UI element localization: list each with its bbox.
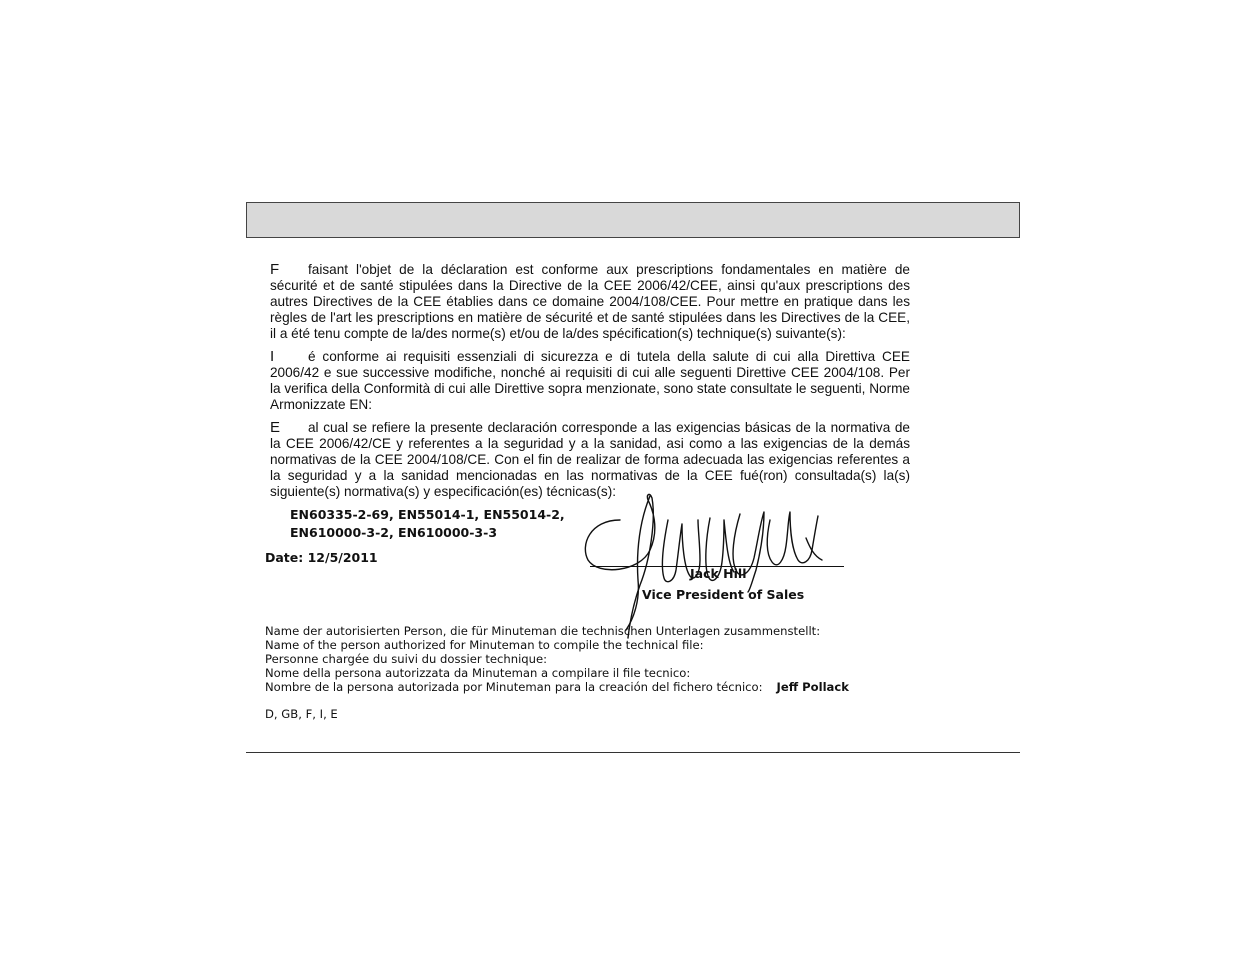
standards-line-2: EN610000-3-2, EN610000-3-3 [290,525,498,540]
language-codes: D, GB, F, I, E [265,707,338,721]
authorized-person-line-en: Name of the person authorized for Minuteman to compile the technical file: [265,638,704,652]
authorized-person-name: Jeff Pollack [776,680,849,694]
paragraph-italian-text: é conforme ai requisiti essenziali di sicurezza e di tutela della salute di cui alla Direttiva CEE 2006/42 e sue successive modifiche, nonché ai requisiti di cui alle seguenti Direttive CEE 2004/108. Per la verifica della Conformità di cui alle Direttive sopra menzionate, sono state consultate le seguenti, Norme Armonizzate EN: [270,349,910,412]
handwritten-signature [580,490,840,640]
paragraph-french [270,262,910,342]
authorized-person-line-de: Name der autorisierten Person, die für Minuteman die technischen Unterlagen zusammenstellt: [265,624,821,638]
footer-rule [246,752,1020,753]
lang-marker-e: E [270,419,281,436]
paragraph-spanish-text: al cual se refiere la presente declaración corresponde a las exigencias básicas de la normativa de la CEE 2006/42/CE y referentes a la seguridad y a la sanidad, asi como a las exigencias de la demás normativas de la CEE 2004/108/CE. Con el fin de realizar de forma adecuada las exigencias referentes a la seguridad y a la sanidad mencionadas en las normativas de la CEE fué(ron) consultada(s) la(s) siguiente(s) normativa(s) y especificación(es) técnicas(s): [270,420,910,499]
standards-line-1: EN60335-2-69, EN55014-1, EN55014-2, [290,507,565,522]
lang-marker-f: F [270,261,280,278]
header-bar [246,202,1020,238]
authorized-person-line-fr: Personne chargée du suivi du dossier technique: [265,652,548,666]
authorized-person-block [265,624,849,694]
authorized-person-line-es [265,680,849,694]
authorized-person-line-es-text: Nombre de la persona autorizada por Minuteman para la creación del fichero técnico: [265,680,763,694]
lang-marker-i: I [270,348,275,365]
signatory-title: Vice President of Sales [642,587,805,602]
paragraph-spanish [270,420,910,500]
signatory-name: Jack Hill [690,566,747,581]
paragraph-italian [270,349,910,413]
date-label: Date: 12/5/2011 [265,550,378,565]
authorized-person-line-it: Nome della persona autorizzata da Minuteman a compilare il file tecnico: [265,666,691,680]
paragraph-french-text: faisant l'objet de la déclaration est conforme aux prescriptions fondamentales en matière de sécurité et de santé stipulées dans la Directive de la CEE 2006/42/CEE, ainsi qu'aux prescriptions des autres Directives de la CEE établies dans ce domaine 2004/108/CEE. Pour mettre en pratique dans les règles de l'art les prescriptions en matière de sécurité et de santé stipulées dans les Directives de la CEE, il a été tenu compte de la/des norme(s) et/ou de la/des spécification(s) technique(s) suivante(s): [270,262,910,341]
